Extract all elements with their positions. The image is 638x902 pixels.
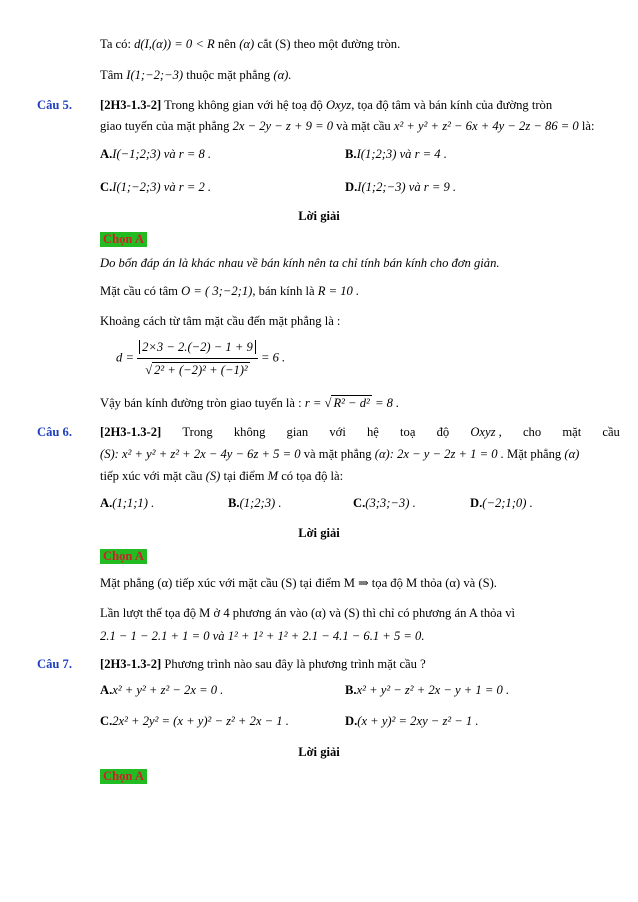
question-5-text-5: là: bbox=[581, 119, 595, 133]
question-6-line-2 bbox=[100, 446, 579, 462]
fraction-denominator: 2² + (−2)² + (−1)² bbox=[154, 363, 248, 377]
solution-5-center bbox=[100, 283, 359, 299]
distance-result: = 6 . bbox=[260, 350, 286, 365]
solution-heading-5: Lời giải bbox=[298, 209, 340, 223]
option-d-text: I(1;2;−3) và r = 9 . bbox=[357, 180, 457, 194]
question-7-text: Phương trình nào sau đây là phương trình mặt cầu ? bbox=[164, 657, 426, 671]
sphere-equation: x² + y² + z² − 6x + 4y − 2z − 86 = 0 bbox=[393, 119, 579, 133]
distance-formula bbox=[116, 338, 285, 379]
option-d-text: (−2;1;0) . bbox=[482, 496, 533, 510]
coordinate-text: có tọa độ là: bbox=[281, 469, 344, 483]
option-a-text: x² + y² + z² − 2x = 0 . bbox=[112, 683, 224, 697]
question-5-option-b[interactable] bbox=[345, 146, 447, 162]
answer-badge-5: Chọn A bbox=[100, 232, 147, 247]
belongs-text: thuộc mặt phẳng bbox=[186, 68, 271, 82]
radius-text: , bán kính là bbox=[252, 284, 315, 298]
question-7-code: [2H3-1.3-2] bbox=[100, 657, 162, 671]
word: cầu bbox=[602, 425, 620, 439]
option-d-label: D. bbox=[345, 180, 358, 194]
fraction-numerator: 2×3 − 2.(−2) − 1 + 9 bbox=[139, 340, 256, 354]
option-b-text: x² + y² − z² + 2x − y + 1 = 0 . bbox=[356, 683, 510, 697]
solution-6-line-3: 2.1 − 1 − 2.1 + 1 = 0 và 1² + 1² + 1² + 2.1 − 4.1 − 6.1 + 5 = 0. bbox=[100, 629, 425, 643]
question-5-text: Trong không gian với hệ toạ độ bbox=[164, 98, 323, 112]
option-b-label: B. bbox=[345, 683, 357, 697]
word: Trong bbox=[182, 425, 213, 439]
question-5-line-1 bbox=[100, 97, 552, 113]
solution-5-distance-text: Khoảng cách từ tâm mặt cầu đến mặt phẳng là : bbox=[100, 314, 341, 328]
question-5-option-a[interactable] bbox=[100, 146, 211, 162]
option-b-label: B. bbox=[345, 147, 357, 161]
option-a-text: I(−1;2;3) và r = 8 . bbox=[112, 147, 212, 161]
plane-alpha-2: (α). bbox=[273, 68, 292, 82]
option-c-text: I(1;−2;3) và r = 2 . bbox=[112, 180, 212, 194]
plane-equation: (α): 2x − y − 2z + 1 = 0 . bbox=[374, 447, 504, 461]
intro-conclusion: cắt (S) theo một đường tròn. bbox=[257, 37, 401, 51]
intro-line-1 bbox=[100, 36, 400, 52]
distance-fraction: $\frac{2\times 3 - 2.(-2) - 1 + 9}{\text{√ 2² + (−2)² + (−1)²}}$ bbox=[137, 338, 258, 379]
word: toạ bbox=[400, 425, 416, 439]
plane-equation: 2x − 2y − z + 9 = 0 bbox=[232, 119, 334, 133]
option-d-text: (x + y)² = 2xy − z² − 1 . bbox=[357, 714, 479, 728]
center-value: O = ( 3;−2;1) bbox=[181, 284, 253, 298]
option-b-text: (1;2;3) . bbox=[239, 496, 282, 510]
final-text: Vậy bán kính đường tròn giao tuyến là : bbox=[100, 396, 302, 410]
point-M: M bbox=[267, 469, 279, 483]
question-5-text-3: giao tuyến của mặt phẳng bbox=[100, 119, 230, 133]
center-text: Mặt cầu có tâm bbox=[100, 284, 178, 298]
answer-badge-6: Chọn A bbox=[100, 549, 147, 564]
word: mặt bbox=[562, 425, 582, 439]
question-7-line-1 bbox=[100, 656, 426, 672]
center-point: I(1;−2;−3) bbox=[126, 68, 184, 82]
question-5-code: [2H3-1.3-2] bbox=[100, 98, 162, 112]
distance-expression: d(I,(α)) = 0 < R bbox=[134, 37, 215, 51]
option-c-label: C. bbox=[100, 714, 113, 728]
solution-5-final: Vậy bán kính đường tròn giao tuyến là : r = √ R² − d² = 8 . bbox=[100, 396, 400, 410]
option-d-label: D. bbox=[345, 714, 358, 728]
tangent-text: tiếp xúc với mặt cầu bbox=[100, 469, 203, 483]
intro-line-2 bbox=[100, 67, 292, 83]
coordinate-system: Oxyz , bbox=[470, 425, 502, 439]
option-a-label: A. bbox=[100, 496, 113, 510]
question-6-code: [2H3-1.3-2] bbox=[100, 425, 162, 439]
word: hệ bbox=[366, 425, 379, 439]
word: độ bbox=[436, 425, 450, 439]
radius-value: R = 10 . bbox=[317, 284, 360, 298]
question-5-option-d[interactable] bbox=[345, 179, 456, 195]
plane-alpha: (α) bbox=[564, 447, 580, 461]
solution-6-line-2: Lần lượt thế tọa độ M ở 4 phương án vào (α) và (S) thì chỉ có phương án A thỏa vì bbox=[100, 606, 516, 620]
option-d-label: D. bbox=[470, 496, 483, 510]
plane-alpha: (α) bbox=[239, 37, 255, 51]
question-6-line-3 bbox=[100, 468, 343, 484]
option-c-text: 2x² + 2y² = (x + y)² − z² + 2x − 1 . bbox=[112, 714, 289, 728]
question-5-number: Câu 5. bbox=[37, 98, 72, 112]
solution-5-note: Do bốn đáp án là khác nhau về bán kính nên ta chỉ tính bán kính cho đơn giản. bbox=[100, 256, 500, 270]
question-6-option-b[interactable] bbox=[228, 495, 282, 511]
word: với bbox=[329, 425, 346, 439]
question-6-option-a[interactable] bbox=[100, 495, 154, 511]
question-7-option-b[interactable] bbox=[345, 682, 509, 698]
intro-prefix: Ta có: bbox=[100, 37, 131, 51]
question-7-number: Câu 7. bbox=[37, 657, 72, 671]
distance-label: d = bbox=[116, 350, 134, 365]
question-5-option-c[interactable] bbox=[100, 179, 211, 195]
sphere-equation: (S): x² + y² + z² + 2x − 4y − 6z + 5 = 0 bbox=[100, 447, 301, 461]
final-r: r = bbox=[304, 396, 322, 410]
center-label: Tâm bbox=[100, 68, 124, 82]
question-6-plane-text: Mặt phẳng bbox=[507, 447, 562, 461]
solution-heading-7: Lời giải bbox=[298, 745, 340, 759]
question-6-connector: và mặt phẳng bbox=[303, 447, 372, 461]
final-sqrt: R² − d² bbox=[333, 396, 370, 410]
final-value: = 8 . bbox=[374, 396, 400, 410]
option-a-text: (1;1;1) . bbox=[112, 496, 155, 510]
coordinate-system: Oxyz bbox=[326, 98, 352, 112]
option-c-text: (3;3;−3) . bbox=[365, 496, 416, 510]
word: cho bbox=[522, 425, 542, 439]
answer-badge-7: Chọn A bbox=[100, 769, 147, 784]
option-b-text: I(1;2;3) và r = 4 . bbox=[356, 147, 447, 161]
question-7-option-a[interactable] bbox=[100, 682, 223, 698]
question-5-text-2: , tọa độ tâm và bán kính của đường tròn bbox=[351, 98, 553, 112]
solution-6-line-1: Mặt phẳng (α) tiếp xúc với mặt cầu (S) tại điểm M ⇒ tọa độ M thỏa (α) và (S). bbox=[100, 576, 497, 590]
option-b-label: B. bbox=[228, 496, 240, 510]
option-c-label: C. bbox=[100, 180, 113, 194]
question-6-line-1 bbox=[100, 424, 620, 440]
solution-heading-6: Lời giải bbox=[298, 526, 340, 540]
question-5-line-2 bbox=[100, 118, 594, 134]
option-a-label: A. bbox=[100, 147, 113, 161]
word: không bbox=[233, 425, 266, 439]
question-7-option-d[interactable] bbox=[345, 713, 479, 729]
option-a-label: A. bbox=[100, 683, 113, 697]
question-5-text-4: và mặt cầu bbox=[336, 119, 391, 133]
option-c-label: C. bbox=[353, 496, 366, 510]
sphere-S: (S) bbox=[205, 469, 221, 483]
question-7-option-c[interactable] bbox=[100, 713, 289, 729]
question-6-option-c[interactable] bbox=[353, 495, 416, 511]
question-6-option-d[interactable] bbox=[470, 495, 533, 511]
intro-connector: nên bbox=[217, 37, 237, 51]
point-text: tại điểm bbox=[223, 469, 265, 483]
word: gian bbox=[286, 425, 309, 439]
question-6-number: Câu 6. bbox=[37, 425, 72, 439]
